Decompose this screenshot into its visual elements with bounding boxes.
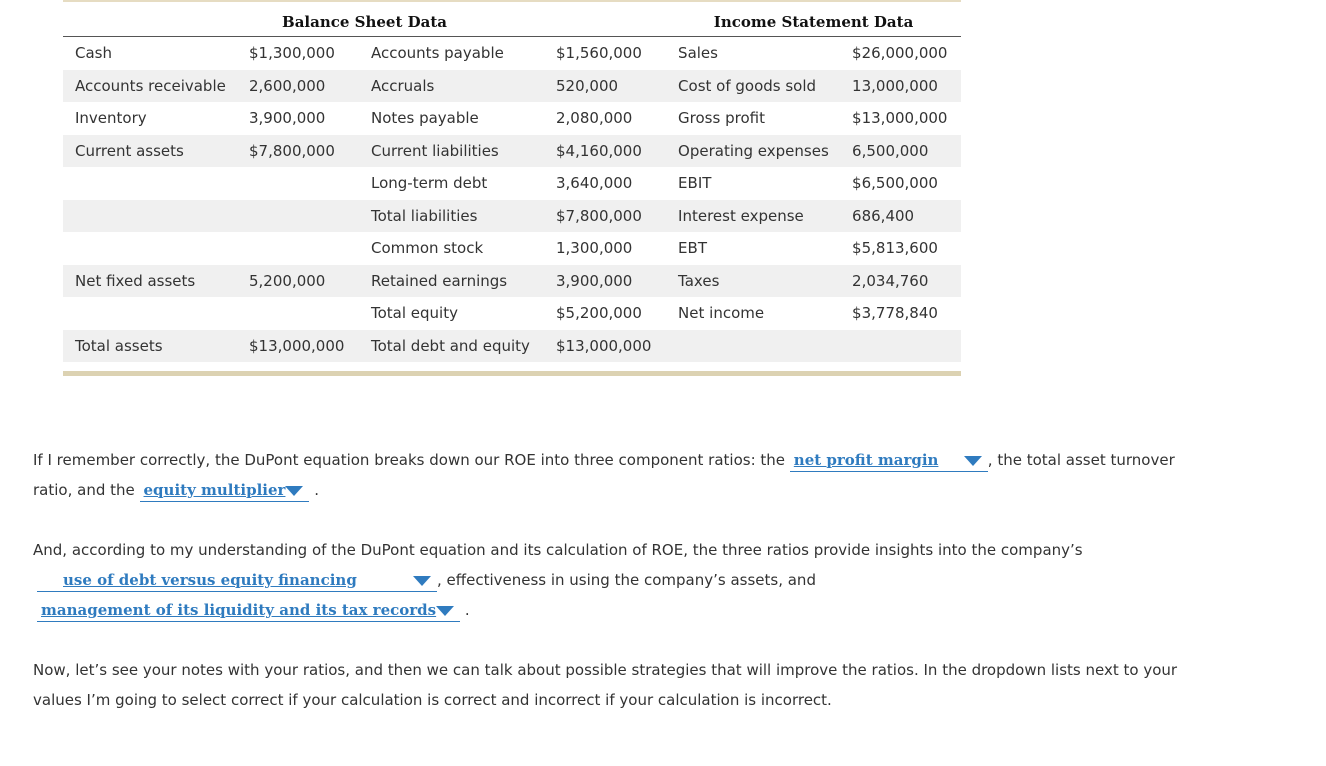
liability-value: 1,300,000	[556, 239, 633, 258]
asset-value: $13,000,000	[237, 330, 359, 363]
asset-label	[63, 232, 237, 265]
income-label: Net income	[678, 304, 765, 323]
income-value: $26,000,000	[852, 44, 948, 63]
asset-label: Net fixed assets	[63, 265, 237, 298]
balance-sheet-header: Balance Sheet Data	[63, 8, 666, 37]
liability-value: $4,160,000	[544, 135, 666, 168]
chevron-down-icon	[285, 486, 303, 496]
asset-label: Total assets	[63, 330, 237, 363]
asset-value	[237, 200, 359, 233]
table-row	[63, 200, 961, 233]
table-body	[63, 37, 961, 363]
asset-label: Inventory	[75, 109, 147, 128]
income-label: EBT	[678, 239, 707, 258]
asset-value: $7,800,000	[237, 135, 359, 168]
income-value: $5,813,600	[852, 239, 938, 258]
dropdown-selected-value: net profit margin	[793, 451, 939, 469]
financial-data-table	[63, 8, 961, 362]
income-value: 13,000,000	[840, 70, 961, 103]
liability-value: $13,000,000	[544, 330, 666, 363]
para3-text: Now, let’s see your notes with your ratios, and then we can talk about possible strategies that will improve the ratios. In the dropdown lists next to your values I’m going to select correct if your calculation is correct and incorrect if your calculation is incorrect.	[33, 661, 1178, 709]
asset-value: 2,600,000	[237, 70, 359, 103]
insight-dropdown-1[interactable]	[37, 569, 437, 592]
liability-label: Total equity	[371, 304, 458, 323]
asset-label	[63, 200, 237, 233]
dupont-insights-paragraph	[33, 535, 1183, 625]
liability-value: 2,080,000	[556, 109, 633, 128]
para1-text-before: If I remember correctly, the DuPont equation breaks down our ROE into three component ratios: the	[33, 451, 786, 469]
asset-label: Current assets	[63, 135, 237, 168]
table-row	[63, 70, 961, 103]
income-label: Taxes	[666, 265, 840, 298]
dupont-components-paragraph	[33, 445, 1183, 505]
income-value: $13,000,000	[852, 109, 948, 128]
chevron-down-icon	[413, 576, 431, 586]
dropdown-selected-value: equity multiplier	[143, 481, 286, 499]
asset-value: 3,900,000	[249, 109, 326, 128]
asset-label: Cash	[75, 44, 112, 63]
asset-value	[237, 297, 359, 330]
table-row	[63, 297, 961, 330]
income-label: Cost of goods sold	[666, 70, 840, 103]
table-row	[63, 167, 961, 200]
table-row	[63, 135, 961, 168]
liability-label: Total liabilities	[359, 200, 544, 233]
liability-value: 3,640,000	[556, 174, 633, 193]
income-value: 6,500,000	[840, 135, 961, 168]
income-value: 2,034,760	[840, 265, 961, 298]
component-ratio-dropdown-1[interactable]	[790, 449, 988, 472]
income-value	[840, 330, 961, 363]
asset-value	[237, 232, 359, 265]
notes-paragraph	[33, 655, 1183, 715]
liability-label: Retained earnings	[359, 265, 544, 298]
liability-label: Common stock	[371, 239, 484, 258]
asset-label: Accounts receivable	[63, 70, 237, 103]
para2-text-middle: , effectiveness in using the company’s assets, and	[437, 571, 816, 589]
table-row	[63, 102, 961, 135]
income-value: $3,778,840	[852, 304, 938, 323]
income-label: Interest expense	[666, 200, 840, 233]
liability-label: Long-term debt	[371, 174, 488, 193]
component-ratio-dropdown-2[interactable]	[140, 479, 310, 502]
table-row	[63, 265, 961, 298]
dropdown-selected-value: management of its liquidity and its tax records	[41, 601, 437, 619]
liability-value: $5,200,000	[556, 304, 642, 323]
asset-value: $1,300,000	[249, 44, 335, 63]
liability-label: Accruals	[359, 70, 544, 103]
asset-label	[63, 297, 237, 330]
income-label: Sales	[678, 44, 718, 63]
insight-dropdown-2[interactable]	[37, 599, 460, 622]
liability-label: Notes payable	[371, 109, 479, 128]
income-statement-header: Income Statement Data	[666, 8, 961, 37]
income-label	[666, 330, 840, 363]
income-label: Gross profit	[678, 109, 765, 128]
chevron-down-icon	[436, 606, 454, 616]
table-top-rule	[63, 0, 961, 2]
table-row	[63, 330, 961, 363]
liability-value: 520,000	[544, 70, 666, 103]
income-value: $6,500,000	[852, 174, 938, 193]
para1-text-middle: , the total asset turnover ratio, and the	[33, 451, 1175, 499]
asset-value	[237, 167, 359, 200]
dropdown-selected-value: use of debt versus equity financing	[63, 571, 357, 589]
asset-label	[63, 167, 237, 200]
income-label: EBIT	[678, 174, 712, 193]
para1-text-after: .	[314, 481, 320, 499]
para2-text-before: And, according to my understanding of the DuPont equation and its calculation of ROE, the three ratios provide insights into the company’s	[33, 541, 1083, 559]
liability-label: Current liabilities	[359, 135, 544, 168]
table-header-row	[63, 8, 961, 37]
liability-value: $1,560,000	[556, 44, 642, 63]
income-value: 686,400	[840, 200, 961, 233]
asset-value: 5,200,000	[237, 265, 359, 298]
table-row	[63, 37, 961, 70]
liability-label: Accounts payable	[371, 44, 504, 63]
table-row	[63, 232, 961, 265]
table-bottom-rule	[63, 371, 961, 376]
liability-value: $7,800,000	[544, 200, 666, 233]
liability-label: Total debt and equity	[359, 330, 544, 363]
income-label: Operating expenses	[666, 135, 840, 168]
chevron-down-icon	[964, 456, 982, 466]
liability-value: 3,900,000	[544, 265, 666, 298]
para2-text-after: .	[464, 601, 470, 619]
